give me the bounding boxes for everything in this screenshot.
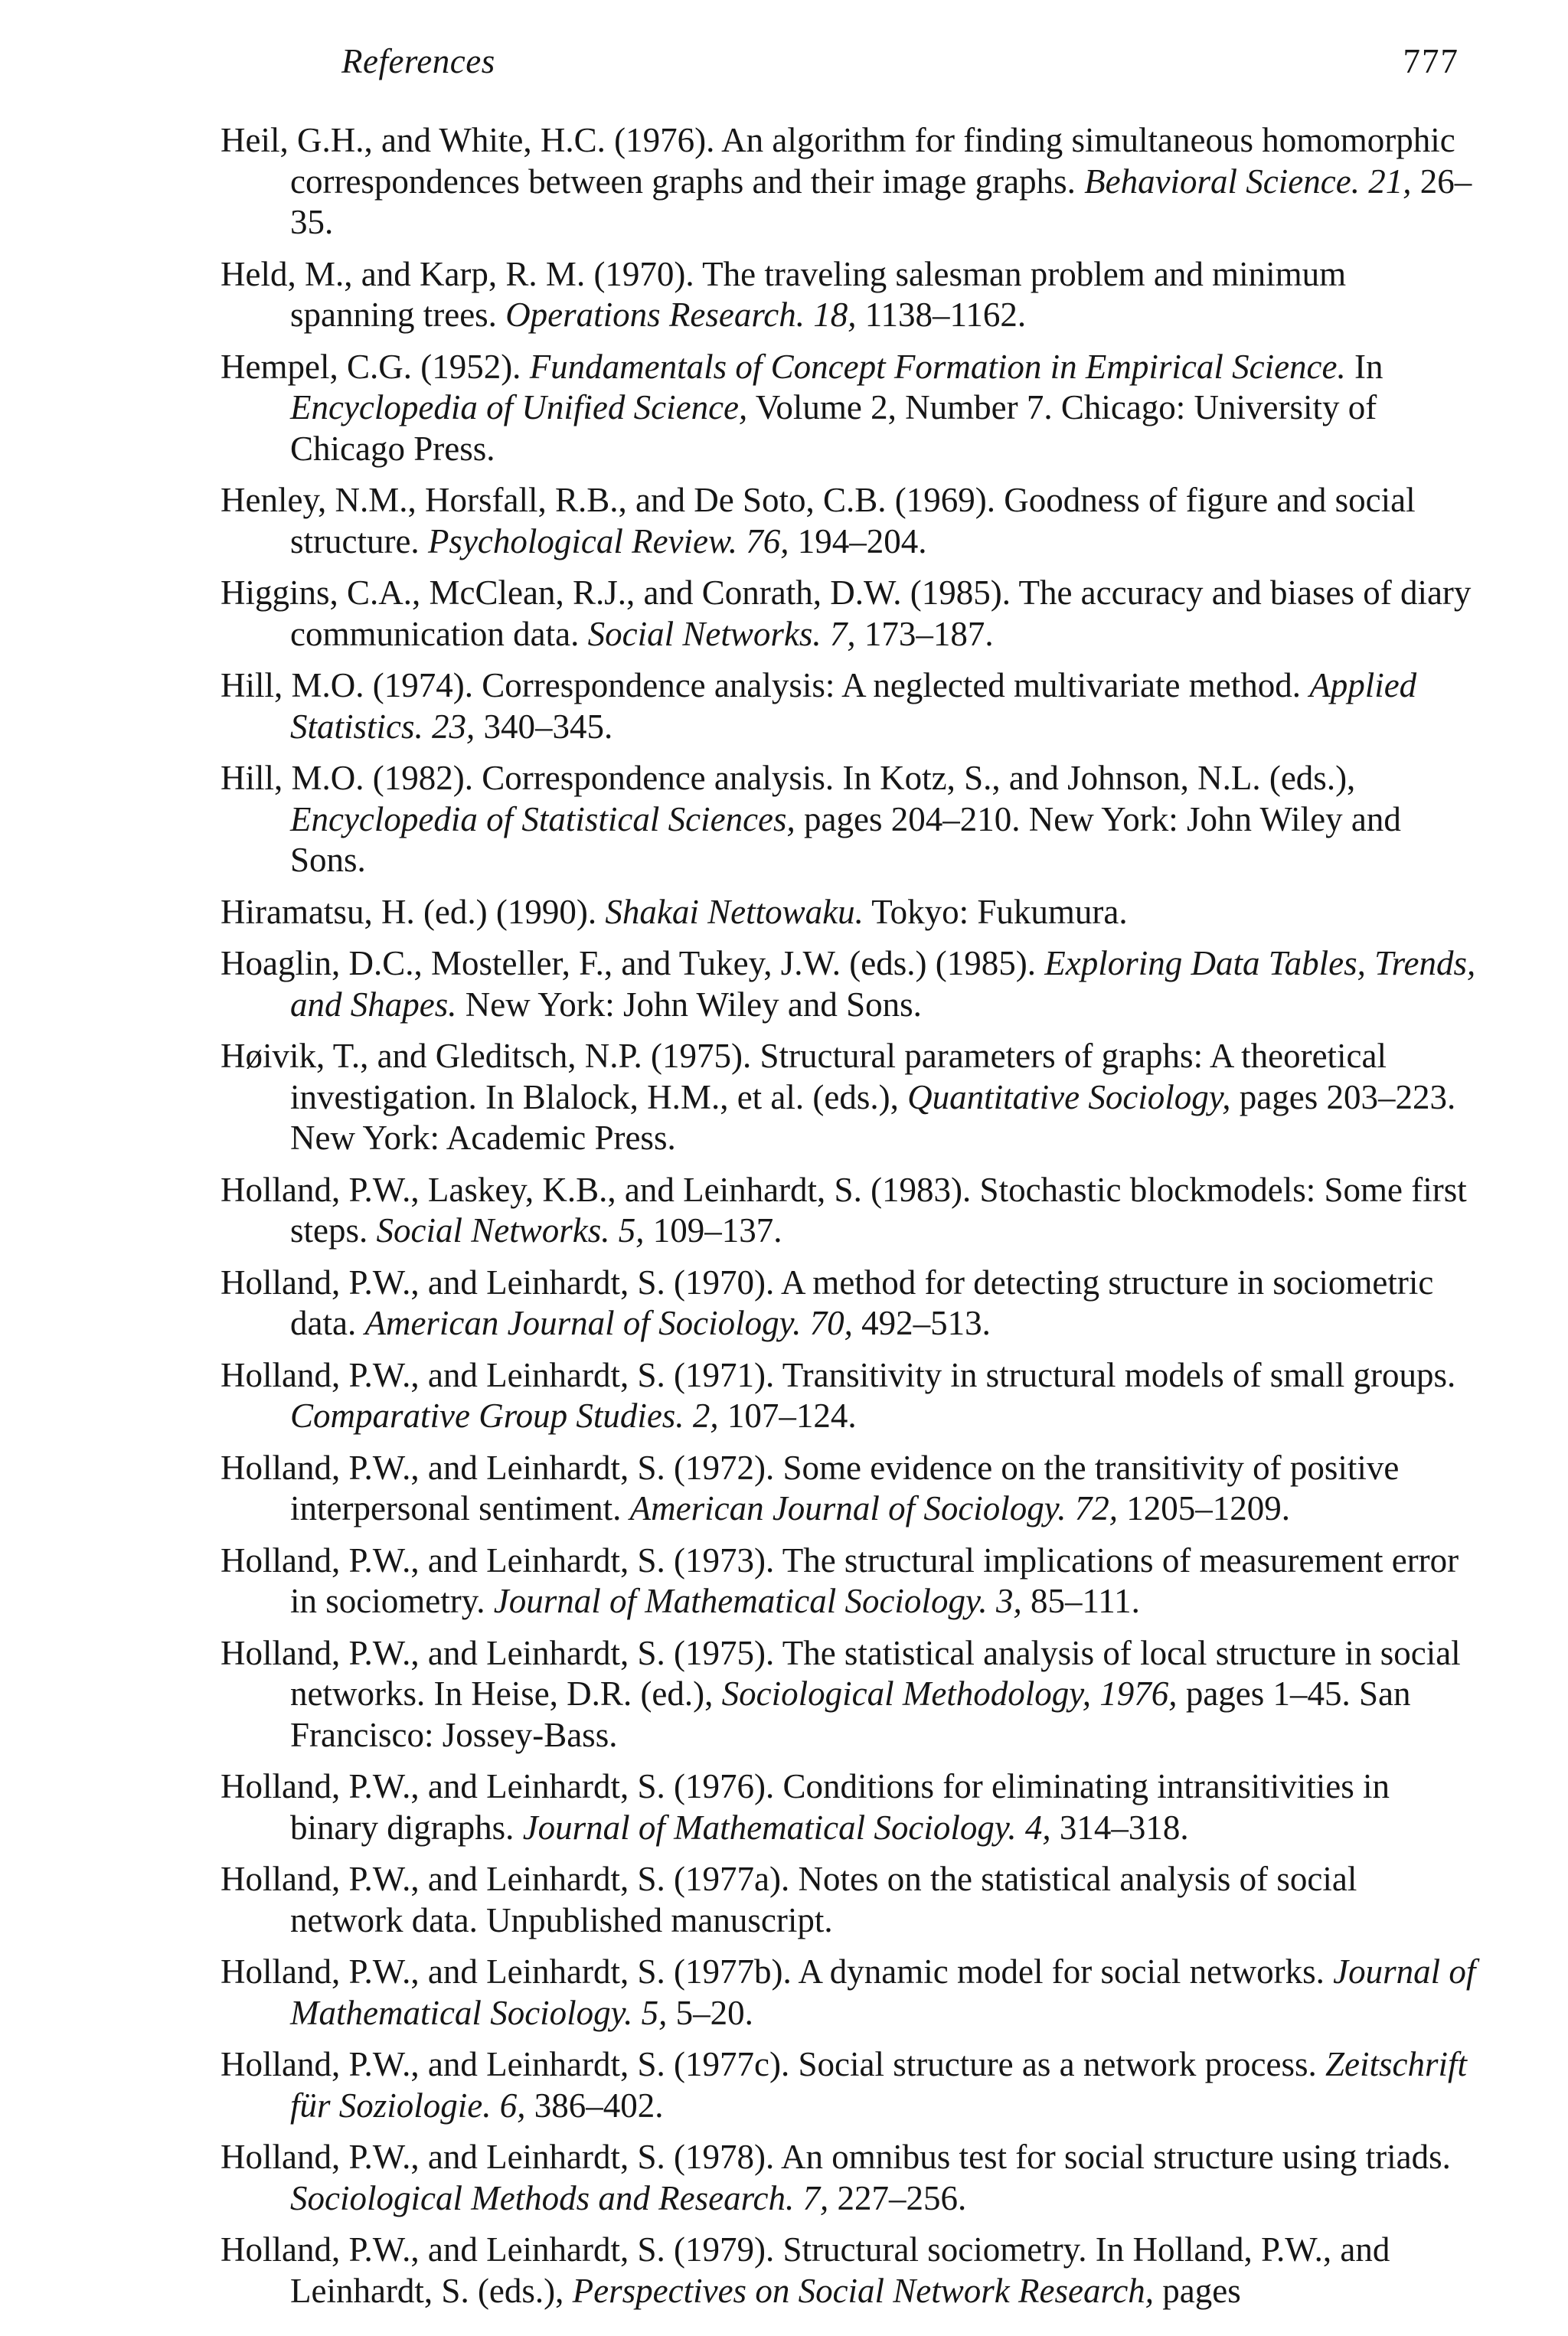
reference-title: Conditions for eliminating intransitivities in binary digraphs. — [290, 1767, 1390, 1847]
reference-editors: In Kotz, S., and Johnson, N.L. (eds.), — [842, 759, 1356, 797]
reference-source: Sociological Methods and Research. — [290, 2178, 795, 2217]
reference-entry — [220, 573, 1476, 655]
reference-title: Correspondence analysis: A neglected multivariate method. — [482, 666, 1301, 704]
reference-title: Goodness of figure and social structure. — [290, 481, 1416, 560]
reference-editors: In Heise, D.R. (ed.), — [433, 1674, 714, 1713]
reference-details: Tokyo: Fukumura. — [871, 892, 1128, 931]
reference-authors: Holland, P.W., and Leinhardt, S. (1972). — [220, 1448, 775, 1487]
reference-details: New York: John Wiley and Sons. — [465, 985, 922, 1024]
running-head — [341, 41, 1459, 95]
reference-list — [220, 120, 1476, 2322]
reference-entry — [220, 2230, 1476, 2311]
reference-source: Journal of Mathematical Sociology. — [522, 1808, 1017, 1847]
reference-entry — [220, 2137, 1476, 2219]
reference-volume: 4, — [1024, 1808, 1051, 1847]
reference-pages: 492–513. — [861, 1304, 991, 1342]
reference-authors: Holland, P.W., and Leinhardt, S. (1977b). — [220, 1952, 792, 1991]
reference-entry — [220, 1036, 1476, 1159]
reference-authors: Hill, M.O. (1974). — [220, 666, 473, 704]
reference-authors: Hiramatsu, H. (ed.) (1990). — [220, 892, 597, 931]
reference-pages: 85–111. — [1030, 1582, 1140, 1620]
reference-entry — [220, 1766, 1476, 1848]
reference-source: Comparative Group Studies. — [290, 1397, 684, 1435]
reference-title: A dynamic model for social networks. — [798, 1952, 1325, 1991]
reference-authors: Holland, P.W., Laskey, K.B., and Leinhardt, S. (1983). — [220, 1170, 972, 1209]
reference-entry — [220, 480, 1476, 562]
reference-book-title: Exploring Data Tables, Trends, and Shapes. — [290, 944, 1476, 1024]
reference-pages: 1205–1209. — [1126, 1489, 1291, 1527]
reference-title: An omnibus test for social structure using triads. — [781, 2138, 1451, 2176]
reference-book-title: Fundamentals of Concept Formation in Empirical Science. — [529, 347, 1346, 386]
reference-volume: 5, — [641, 1993, 668, 2032]
reference-authors: Higgins, C.A., McClean, R.J., and Conrath, D.W. (1985). — [220, 573, 1011, 612]
reference-source: Journal of Mathematical Sociology. — [493, 1582, 988, 1620]
reference-pages: 109–137. — [652, 1211, 782, 1250]
reference-in-prefix: In — [1354, 347, 1383, 386]
page-number: 777 — [1403, 42, 1459, 80]
reference-volume: 7, — [802, 2178, 829, 2217]
reference-authors: Holland, P.W., and Leinhardt, S. (1978). — [220, 2138, 775, 2176]
reference-volume: 2, — [692, 1397, 719, 1435]
reference-authors: Holland, P.W., and Leinhardt, S. (1979). — [220, 2230, 775, 2269]
reference-source: Zeitschrift für Soziologie. — [290, 2045, 1468, 2125]
reference-volume: 72, — [1074, 1489, 1119, 1527]
reference-authors: Hoaglin, D.C., Mosteller, F., and Tukey, J.W. (eds.) (1985). — [220, 944, 1036, 982]
reference-entry — [220, 1859, 1476, 1941]
reference-volume: 7, — [829, 614, 856, 653]
reference-entry — [220, 1540, 1476, 1622]
reference-entry — [220, 1355, 1476, 1437]
reference-pages: 194–204. — [797, 521, 927, 560]
reference-entry — [220, 758, 1476, 881]
reference-source: Applied Statistics. — [290, 666, 1417, 746]
reference-details: pages 1–45. San Francisco: Jossey-Bass. — [290, 1674, 1411, 1754]
reference-volume: 21, — [1368, 162, 1412, 201]
reference-title: Structural parameters of graphs: A theoretical investigation. — [290, 1037, 1387, 1116]
reference-volume: 5, — [618, 1211, 645, 1250]
reference-title: A method for detecting structure in sociometric data. — [290, 1263, 1434, 1342]
reference-source: Perspectives on Social Network Research, — [572, 2271, 1155, 2310]
reference-volume: 6, — [499, 2086, 526, 2125]
reference-pages: 386–402. — [534, 2086, 664, 2125]
reference-volume: 23, — [432, 707, 475, 746]
reference-authors: Holland, P.W., and Leinhardt, S. (1975). — [220, 1633, 775, 1672]
reference-title: An algorithm for finding simultaneous homomorphic correspondences between graphs and their image graphs. — [290, 121, 1455, 201]
reference-entry — [220, 892, 1476, 933]
reference-pages: 1138–1162. — [864, 296, 1027, 334]
reference-details: pages 204–210. New York: John Wiley and Sons. — [290, 799, 1401, 879]
reference-title: Notes on the statistical analysis of social network data. Unpublished manuscript. — [290, 1860, 1357, 1939]
reference-entry — [220, 2044, 1476, 2126]
reference-authors: Holland, P.W., and Leinhardt, S. (1973). — [220, 1540, 775, 1580]
reference-pages: 5–20. — [675, 1993, 753, 2032]
reference-title: Transitivity in structural models of small groups. — [782, 1355, 1456, 1394]
reference-authors: Holland, P.W., and Leinhardt, S. (1977a). — [220, 1860, 790, 1898]
reference-authors: Holland, P.W., and Leinhardt, S. (1971). — [220, 1355, 775, 1394]
reference-title: Social structure as a network process. — [798, 2045, 1317, 2083]
reference-entry — [220, 1448, 1476, 1530]
reference-source: Operations Research. — [505, 296, 805, 334]
reference-title: Some evidence on the transitivity of positive interpersonal sentiment. — [290, 1448, 1400, 1527]
reference-authors: Heil, G.H., and White, H.C. (1976). — [220, 121, 715, 159]
reference-title: The structural implications of measurement error in sociometry. — [290, 1540, 1459, 1620]
reference-entry — [220, 120, 1476, 243]
reference-pages: 26–35. — [290, 162, 1472, 241]
reference-details: Volume 2, Number 7. Chicago: University of Chicago Press. — [290, 388, 1377, 468]
reference-volume: 18, — [813, 296, 857, 334]
reference-authors: Holland, P.W., and Leinhardt, S. (1976). — [220, 1767, 775, 1805]
reference-pages: 227–256. — [837, 2178, 967, 2217]
reference-volume: 70, — [809, 1304, 853, 1342]
reference-source: Behavioral Science. — [1084, 162, 1360, 201]
reference-source: Encyclopedia of Statistical Sciences, — [290, 799, 795, 838]
section-title: References — [341, 42, 495, 80]
reference-source: Quantitative Sociology, — [907, 1077, 1231, 1116]
reference-entry — [220, 347, 1476, 470]
reference-pages: 314–318. — [1059, 1808, 1189, 1847]
reference-entry — [220, 665, 1476, 747]
reference-editors: In Holland, P.W., and Leinhardt, S. (eds.), — [290, 2230, 1390, 2310]
reference-source: Psychological Review. — [427, 521, 737, 560]
reference-details: pages — [1162, 2271, 1241, 2310]
reference-authors: Hill, M.O. (1982). — [220, 759, 473, 797]
reference-entry — [220, 254, 1476, 336]
reference-entry — [220, 1952, 1476, 2034]
reference-source: Social Networks. — [587, 614, 822, 653]
reference-title: The statistical analysis of local structure in social networks. — [290, 1633, 1461, 1713]
reference-authors: Holland, P.W., and Leinhardt, S. (1977c). — [220, 2045, 790, 2083]
reference-source: Social Networks. — [376, 1211, 610, 1250]
reference-title: The accuracy and biases of diary communication data. — [290, 573, 1472, 653]
reference-editors: In Blalock, H.M., et al. (eds.), — [485, 1077, 899, 1116]
reference-title: The traveling salesman problem and minimum spanning trees. — [290, 254, 1347, 334]
reference-entry — [220, 1633, 1476, 1756]
reference-source: American Journal of Sociology. — [629, 1489, 1067, 1527]
reference-volume: 76, — [746, 521, 789, 560]
reference-entry — [220, 943, 1476, 1025]
reference-details: pages 203–223. New York: Academic Press. — [290, 1077, 1456, 1157]
reference-source: Journal of Mathematical Sociology. — [290, 1952, 1476, 2032]
reference-source: Sociological Methodology, 1976, — [721, 1674, 1178, 1713]
reference-source: Encyclopedia of Unified Science, — [290, 388, 748, 426]
reference-pages: 107–124. — [727, 1397, 857, 1435]
reference-source: American Journal of Sociology. — [364, 1304, 802, 1342]
reference-title: Structural sociometry. — [782, 2230, 1087, 2269]
reference-book-title: Shakai Nettowaku. — [605, 892, 864, 931]
reference-authors: Holland, P.W., and Leinhardt, S. (1970). — [220, 1263, 775, 1302]
reference-title: Correspondence analysis. — [482, 759, 835, 797]
reference-authors: Hempel, C.G. (1952). — [220, 347, 521, 386]
reference-pages: 173–187. — [864, 614, 994, 653]
reference-authors: Henley, N.M., Horsfall, R.B., and De Soto, C.B. (1969). — [220, 481, 995, 519]
reference-volume: 3, — [995, 1582, 1022, 1620]
reference-authors: Høivik, T., and Gleditsch, N.P. (1975). — [220, 1037, 752, 1075]
reference-title: Stochastic blockmodels: Some first steps. — [290, 1170, 1467, 1250]
reference-pages: 340–345. — [483, 707, 613, 746]
reference-entry — [220, 1263, 1476, 1344]
reference-entry — [220, 1170, 1476, 1252]
reference-authors: Held, M., and Karp, R. M. (1970). — [220, 254, 694, 293]
